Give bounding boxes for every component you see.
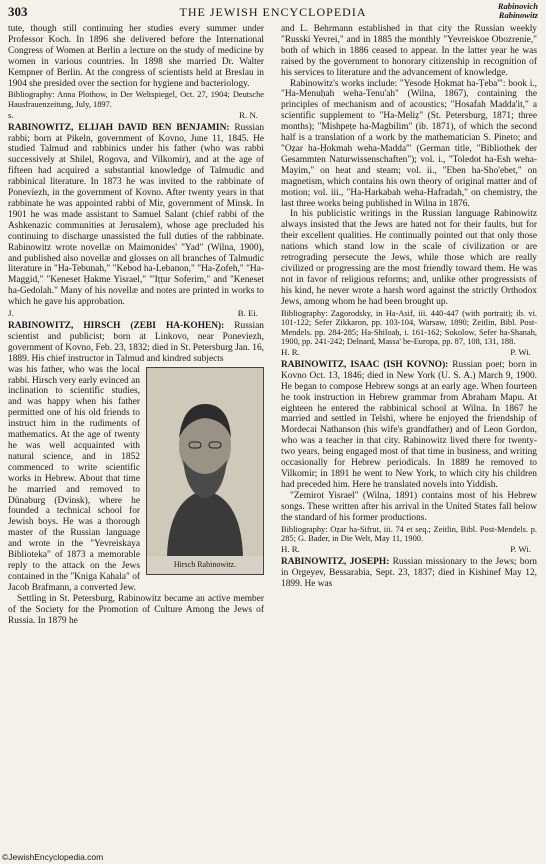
article-entry [8, 321, 264, 365]
article-heading: RABINOWITZ, JOSEPH: [281, 556, 390, 567]
portrait-caption: Hirsch Rabinowitz. [173, 559, 237, 569]
signature-left: H. R. [281, 543, 300, 554]
signature-left: H. R. [281, 346, 300, 357]
signature-right: P. Wi. [510, 346, 531, 357]
bibliography: Bibliography: Anna Plothow, in Der Weltspiegel, Oct. 27, 1904; Deutsche Hausfrauenzeitung, July, 1897. [8, 90, 264, 110]
left-column [8, 24, 264, 626]
article-text: Russian missionary to the Jews; born in Orgeyev, Bessarabia, Sept. 23, 1837; died in Kishinef May 12, 1899. He was [281, 556, 537, 589]
portrait-image [146, 367, 264, 575]
bibliography: Bibliography: Oẓar ha-Sifrut, iii. 74 et seq.; Zeitlin, Bibl. Post-Mendels. p. 285; G. Bader, in Die Welt, May 11, 1900. [281, 524, 537, 544]
signature-line [281, 544, 537, 554]
article-text: Russian rabbi; born at Pikeln, government of Kovno, June 11, 1845. He studied Talmud and rabbinics under his father (who was rabbi successively at Shilel, Rogova, and Vilkomir), and at the age of fifteen had acquired a substantial knowledge of Talmudic and rabbinical literature. In 1873 he was invited to the rabbinate of Ponevíezh, in the government of Kovno. After twenty years in that rabbinate he was appointed rabbi of Mir, government of Minsk. In 1901 he was made assistant to Samuel Salant (chief rabbi of the Ashkenazic communities at Jerusalem), whose age precluded his continuing to discharge unassisted the full duties of the rabbinate. Rabinowitz wrote novellæ on Maimonides' "Yad" (Wilna, 1900), and published also novellæ and glosses on all branches of Talmudic literature in "Ha-Tebunah," "Kebod ha-Lebanon," "Ha-Ẓofeh," "Ha-Maggid," "Keneset Ḥakme Yisrael," "'Iṭṭur Soferim," and "Keneset ha-Gedolah." Many of his novellæ and notes are printed in works to which he gave his approbation. [8, 122, 265, 308]
signature-line [8, 308, 264, 318]
body-paragraph: Rabinowitz's works include: "Yesode Ḥokmat ha-Ṭeba'": book i., "Ha-Menuḥah weha-Tenu'ah" (Wilna, 1867), containing the principles of mechanism and of acoustics; "Hosafah Madda'it," a scientific supplement to "Ha-Meliẓ" (St. Petersburg, 1871; three months); "Mishpeṭe ha-Magbilim" (ib. 1871), of which the second half is a translation of a work by the mathematician S. Pineto; and "Oẓar ha-Ḥokmah weha-Madda'" (German title, "Bibliothek der Gesammten Naturwissenschaften"); vol. i., "Toledot ha-Esh weha-Mayim," on heat and steam; vol. ii., "Eben ha-Sho'ebet," on magnetism, which contains his own theory of original matter and of motion; vol. iii., "Ha-Harkabah weha-Hafradah," on chemistry, the last three works being published in Wilna in 1876. [281, 78, 537, 209]
page-header [8, 2, 538, 24]
article-entry [281, 557, 537, 590]
body-paragraph: Settling in St. Petersburg, Rabinowitz became an active member of the Society for the Promotion of Culture Among the Jews of Russia. In 1879 he [8, 593, 264, 626]
copyright-credit: ©JewishEncyclopedia.com [2, 852, 104, 862]
article-text: Russian scientist and publicist; born at Linkovo, near Poneviezh, government of Kovno, Feb. 23, 1832; died in St. Petersburg Jan. 16, 1889. His chief instructor in Talmud and kindred subjects [8, 321, 264, 364]
signature-right: B. Ei. [237, 308, 258, 319]
right-column [281, 24, 537, 589]
signature-left: J. [8, 308, 14, 319]
article-heading: RABINOWITZ, ELIJAH DAVID BEN BENJAMIN: [8, 122, 230, 133]
article-entry [8, 123, 264, 308]
signature-left: s. [8, 109, 14, 120]
body-paragraph: "Zemirot Yisrael" (Wilna, 1891) contains most of his Hebrew songs. These written after his arrival in the United States fall below the standard of his former productions. [281, 490, 537, 523]
page-number: 303 [8, 4, 28, 19]
body-paragraph: and L. Behrmann established in that city the Russian weekly "Russki Yevrei," and in 1885 the monthly "Yevreiskoe Obozrenie," both of which in 1886 ceased to appear. In the latter year he was raised by the government to honorary citizenship in recognition of his services to literature and the advancement of knowledge. [281, 24, 537, 78]
signature-right: P. Wi. [510, 543, 531, 554]
article-heading: RABINOWITZ, ISAAC (ISH KOVNO): [281, 359, 449, 370]
running-head-line-1: Rabinovich [497, 1, 538, 11]
body-paragraph: tute, though still continuing her studies every summer under Professor Koch. In 1896 she delivered before the International Congress of Women at Berlin a lecture on the study of medicine by women in various countries. In 1898 she married Dr. Walter Kempner of Berlin. At the congress of scientists held at Breslau in 1904 she presided over the section for hygiene and bacteriology. [8, 24, 264, 89]
article-heading: RABINOWITZ, HIRSCH (ZEBI HA-KOHEN): [8, 321, 225, 332]
article-text: Russian poet; born in Kovno Oct. 13, 1846; died in New York (U. S. A.) March 9, 1900. He began to compose Hebrew songs at an early age. When fourteen he took instruction in Hebrew grammar from Abraham Mapu. At eighteen he entered the rabbinical school at Wilna. In 1867 he married and settled in Telshi, where he enjoyed the friendship of Mordecai Nathanson (his wife's grandfather) and of Leon Gordon, who was a teacher in that city. Rabinowitz lived there for twenty-two years, being engaged most of that time in business, and writing occasionally for Hebrew periodicals. In 1889 he removed to Vilkomir; in 1891 he went to New York, to which city his children had preceded him. Here he translated novels into Yiddish. [281, 359, 537, 490]
running-head-line-2: Rabinowitz [498, 10, 538, 20]
bibliography: Bibliography: Zagorodsky, in Ha-Asif, iii. 440-447 (with portrait); ib. vi. 101-122; Sefer Zikkaron, pp. 103-104, Warsaw, 1890; Zeitlin, Bibl. Post-Mendels. pp. 284-285; Ha-Shiloaḥ, i. 161-162; Sokolow, Sefer ha-Shanah, 1900, pp. 241-242; Delnard, Massa' be-Europa, pp. 87, 108, 131, 188. [281, 308, 537, 347]
body-paragraph: In his publicistic writings in the Russian language Rabinowitz always insisted that the Jews are hated not for their faults, but for their excellent qualities. He continually pointed out that only those nations which stand low in the scale of civilization or are retrograding persecute the Jews, while those which are really civilized or progressing are the most friendly toward them. He was not in favor of religious reforms; and, unlike other progressists of his kind, he never wrote a harsh word against the strictly Orthodox Jews, among whom he had been brought up. [281, 209, 537, 307]
signature-right: R. N. [239, 109, 258, 120]
running-head [498, 2, 538, 20]
signature-line [281, 347, 537, 357]
portrait-illustration [147, 368, 263, 556]
signature-line [8, 110, 264, 120]
article-entry [281, 360, 537, 491]
journal-title: THE JEWISH ENCYCLOPEDIA [179, 5, 367, 19]
body-paragraph: was his father, who was the local rabbi. Hirsch very early evinced an inclination to scientific studies, and was happy when his father permitted one of his old friends to instruct him in the rudiments of mathematics. At the age of twenty he was well acquainted with natural science, and in 1852 commenced to write scientific works in Hebrew. About that time he married and removed to Dünaburg (Dvinsk), where he founded a technical school for Jewish boys. He was a thorough master of the Russian language and wrote in the "Yevreiskaya Biblioteka" of 1873 a memorable reply to the attack on the Jews contained in the "Kniga Kahala" of Jacob Brafmann, a converted Jew. [8, 364, 140, 593]
